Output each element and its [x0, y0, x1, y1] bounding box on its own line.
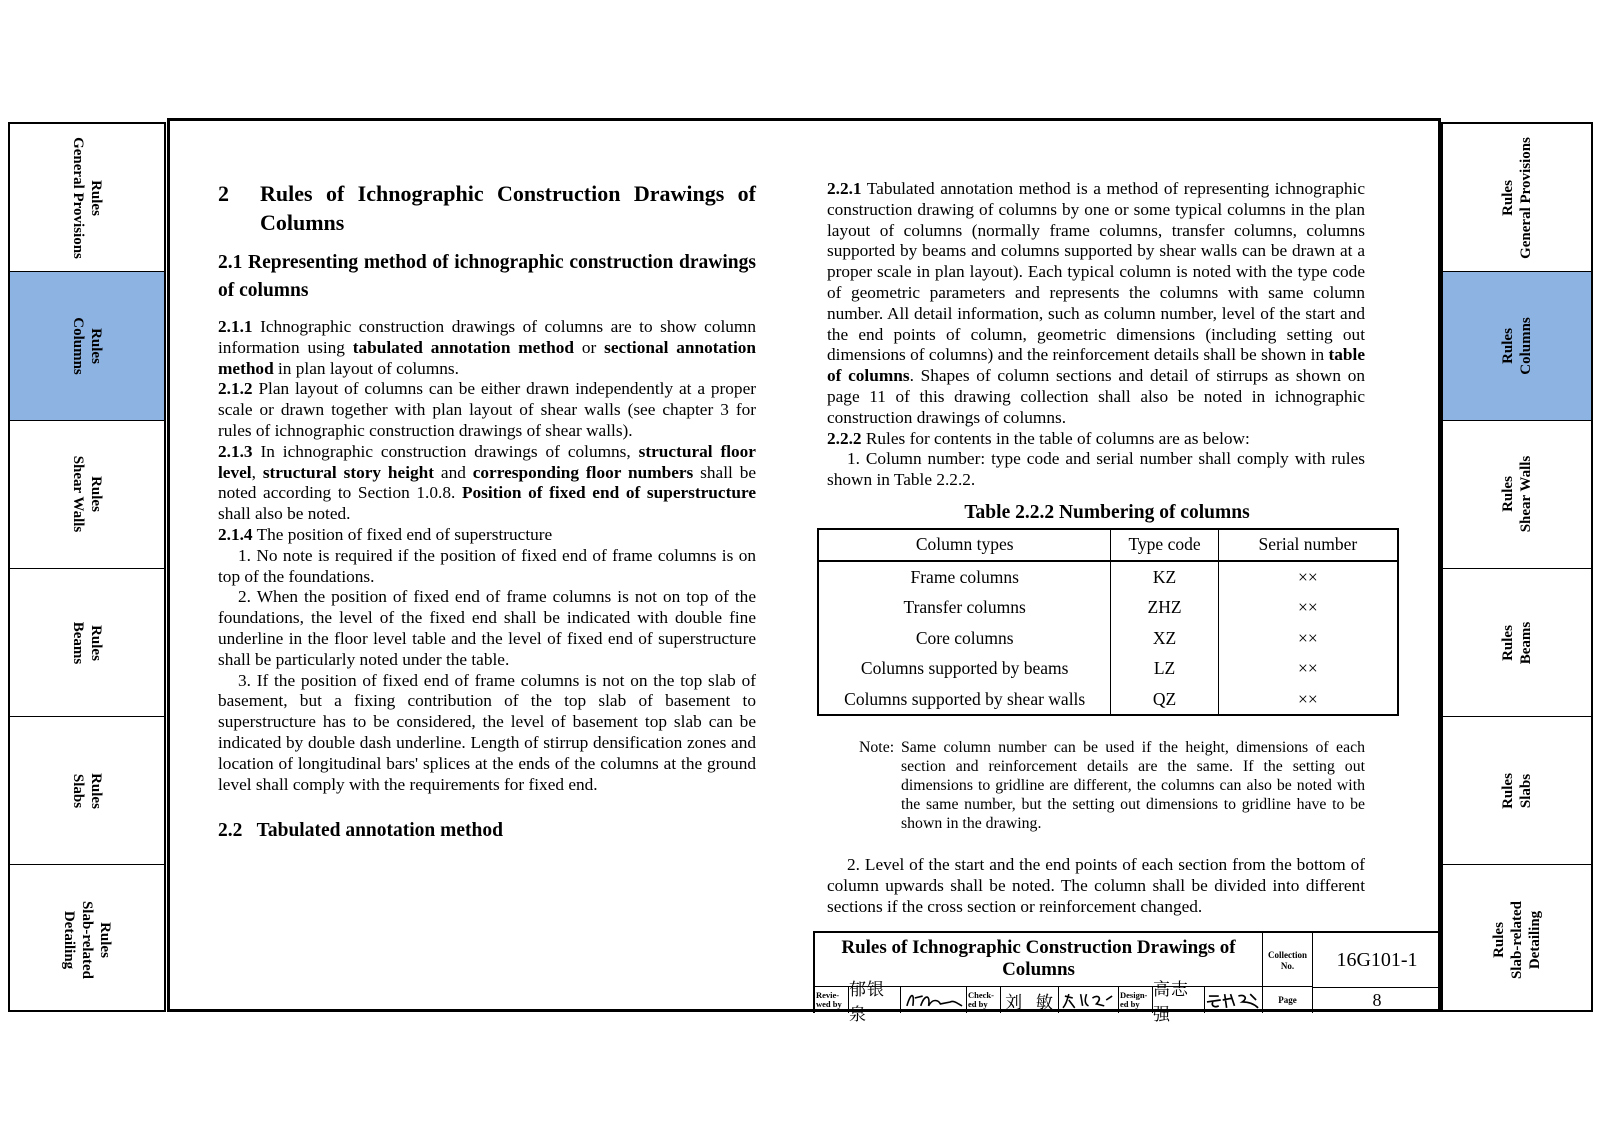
- bold-term: corresponding floor numbers: [472, 462, 694, 482]
- cell-serial-number: ××: [1218, 653, 1398, 684]
- chapter-title: Rules of Ichnographic Construction Drawings of Columns: [260, 181, 756, 235]
- bold-term: structural floor level: [218, 441, 756, 482]
- clause-number: 2.2.2: [827, 428, 862, 448]
- tab-label: Beams: [1518, 621, 1534, 664]
- collection-number: 16G101-1: [1313, 933, 1441, 988]
- section-2-2-heading: 2.2 Tabulated annotation method: [218, 820, 503, 842]
- right-tab-beams[interactable]: [1443, 569, 1591, 717]
- label-line: Check-: [968, 990, 994, 1000]
- designed-by-label: [1119, 987, 1153, 1013]
- text: Tabulated annotation method is a method of representing ichnographic construction drawing of columns by one or some typical columns in the plan layout of columns (normally frame columns, transfer columns, columns supported by beams and columns supported by shear walls can be drawn at a proper scale in plan layout). Each typical column is noted with the type code of geometric parameters and represents the columns with same column number. All detail information, such as column number, level of the start and the end points of column, geometric dimensions (including setting out dimensions of columns) and the reinforcement details shall be shown in: [827, 179, 1365, 365]
- note-label: Note:: [859, 739, 895, 757]
- clause-number: 2.1.1: [218, 317, 253, 336]
- left-tab-general-provisions[interactable]: [10, 124, 164, 272]
- left-tab-beams[interactable]: [10, 569, 164, 717]
- collection-label-line: Collection: [1268, 950, 1307, 960]
- tab-label: Rules: [88, 772, 104, 809]
- chapter-heading: [218, 179, 756, 237]
- list-item: 2. Level of the start and the end points of each section from the bottom of column upwards shall be noted. The column shall be divided into different sections if the cross section or reinforcement changed.: [827, 855, 1365, 916]
- header-serial-number: Serial number: [1218, 529, 1398, 561]
- chapter-number: 2: [218, 181, 229, 206]
- left-chapter-tabs: [8, 122, 166, 1012]
- right-tab-columns[interactable]: [1443, 272, 1591, 420]
- text: shall also be noted.: [218, 504, 351, 524]
- checker-signature: [1059, 987, 1119, 1013]
- cell-type-code: XZ: [1111, 623, 1218, 654]
- text: The position of fixed end of superstructure: [252, 524, 553, 544]
- table-row: [818, 653, 1398, 684]
- tab-label: General Provisions: [70, 136, 86, 259]
- title-block-title: Rules of Ichnographic Construction Drawings of Columns: [815, 933, 1263, 987]
- tab-label: Shear Walls: [70, 455, 86, 533]
- header-column-types: Column types: [818, 529, 1111, 561]
- text: Ichnographic construction drawings of columns are to show column information using: [218, 317, 756, 357]
- paragraph-2-1-3: [218, 442, 756, 525]
- table-row: [818, 684, 1398, 716]
- tab-label: Beams: [70, 621, 86, 664]
- label-line: Design-: [1120, 990, 1148, 1000]
- text: shall be noted according to Section 1.0.8.: [218, 462, 757, 503]
- tab-label: Rules: [1500, 476, 1516, 513]
- tab-label: Slab-related: [1509, 900, 1525, 979]
- cell-type-code: LZ: [1111, 653, 1218, 684]
- tab-label: Slab-related: [79, 900, 95, 979]
- reviewer-name: 郁银泉: [849, 987, 901, 1013]
- signature-mark: [1205, 988, 1262, 1012]
- cell-column-type: Transfer columns: [903, 597, 1026, 618]
- cell-column-type: Frame columns: [910, 566, 1019, 587]
- left-text-column: [218, 179, 756, 845]
- table-row: [818, 561, 1398, 593]
- right-tab-slabs[interactable]: [1443, 717, 1591, 865]
- right-tab-slab-related-detailing[interactable]: [1443, 865, 1591, 1013]
- collection-label-line: No.: [1280, 961, 1295, 971]
- clause-number: 2.1.3: [218, 441, 253, 461]
- right-tab-shear-walls[interactable]: [1443, 421, 1591, 569]
- cell-column-type: Columns supported by beams: [860, 658, 1069, 679]
- column-numbering-table: [817, 528, 1399, 717]
- right-text-column: [827, 179, 1365, 918]
- reviewer-signature: [901, 987, 967, 1013]
- note-text: Same column number can be used if the height, dimensions of each section and reinforcement details are the same. If the setting out dimensions to gridline are different, the columns can also be noted with the same number, but the setting out dimensions to gridline have to be shown in the drawing.: [901, 739, 1365, 833]
- cell-type-code: QZ: [1111, 684, 1218, 716]
- table-header-row: [818, 529, 1398, 561]
- cell-type-code: ZHZ: [1111, 592, 1218, 623]
- text: ,: [251, 462, 263, 482]
- section-2-1-heading: 2.1 Representing method of ichnographic construction drawings of columns: [218, 252, 756, 301]
- tab-label: Slabs: [1518, 773, 1534, 808]
- left-tab-shear-walls[interactable]: [10, 421, 164, 569]
- bold-term: sectional annotation method: [218, 337, 756, 378]
- text: In ichnographic construction drawings of columns,: [252, 441, 639, 461]
- left-tab-slab-related-detailing[interactable]: [10, 865, 164, 1013]
- right-tab-general-provisions[interactable]: [1443, 124, 1591, 272]
- tab-label: Rules: [1491, 921, 1507, 958]
- table-row: [818, 592, 1398, 623]
- page-label: Page: [1263, 987, 1313, 1013]
- list-item: 2. When the position of fixed end of frame columns is not on top of the foundations, the level of the fixed end shall be indicated with double fine underline in the floor level table and the level of fixed end of superstructure shall be particularly noted under the table.: [218, 587, 756, 669]
- text: . Shapes of column sections and detail of stirrups as shown on page 11 of this drawing collection shall also be noted in ichnographic construction drawings of columns.: [827, 366, 1366, 427]
- label-line: ed by: [1120, 999, 1140, 1009]
- tab-label: Columns: [1518, 317, 1534, 375]
- header-type-code: Type code: [1111, 529, 1218, 561]
- signature-row: [815, 980, 1441, 1025]
- label-line: wed by: [816, 999, 842, 1009]
- text: in plan layout of columns.: [273, 358, 459, 378]
- left-tab-slabs[interactable]: [10, 717, 164, 865]
- cell-type-code: KZ: [1111, 561, 1218, 593]
- title-block: [813, 931, 1441, 1025]
- paragraph-2-1-2: [218, 379, 756, 441]
- tab-label: Rules: [1500, 772, 1516, 809]
- cell-serial-number: ××: [1218, 592, 1398, 623]
- tab-label: Rules: [97, 921, 113, 958]
- tab-label: Slabs: [70, 773, 86, 808]
- list-item: 1. No note is required if the position of fixed end of frame columns is on top of the foundations.: [218, 545, 756, 586]
- designer-name: 高志强: [1153, 987, 1205, 1013]
- label-line: ed by: [968, 999, 988, 1009]
- tab-label: General Provisions: [1518, 136, 1534, 259]
- drawing-sheet: [167, 118, 1441, 1025]
- cell-serial-number: ××: [1218, 561, 1398, 593]
- signature-mark: [901, 988, 966, 1012]
- tab-label: Detailing: [1527, 910, 1543, 969]
- text: or: [573, 337, 605, 357]
- cell-column-type: Columns supported by shear walls: [844, 688, 1086, 709]
- clause-number: 2.1.2: [218, 379, 253, 399]
- list-item: 3. If the position of fixed end of frame columns is not on the top slab of basement, but a fixing contribution of the top slab of basement to superstructure has to be considered, the level of basement top slab can be indicated by double dash underline. Length of stirrup densification zones and location of longitudinal bars' splices at the ends of the columns at the ground level shall comply with the requirements for fixed end.: [218, 670, 756, 794]
- table-row: [818, 623, 1398, 654]
- left-tab-columns[interactable]: [10, 272, 164, 420]
- checker-name: 刘 敏: [1001, 987, 1059, 1013]
- text: Rules for contents in the table of columns are as below:: [861, 428, 1250, 448]
- collection-label: [1263, 933, 1313, 987]
- table-note: [859, 738, 1365, 833]
- text: and: [434, 462, 473, 482]
- cell-column-type: Core columns: [915, 627, 1014, 648]
- tab-label: Rules: [88, 476, 104, 513]
- clause-number: 2.1.4: [218, 524, 253, 544]
- clause-number: 2.2.1: [827, 179, 862, 198]
- tab-label: Columns: [70, 317, 86, 375]
- reviewed-by-label: [815, 987, 849, 1013]
- cell-serial-number: ××: [1218, 623, 1398, 654]
- tab-label: Rules: [1500, 328, 1516, 364]
- bold-term: Position of fixed end of superstructure: [461, 483, 756, 503]
- paragraph-2-2-1: [827, 179, 1365, 429]
- bold-term: tabulated annotation method: [352, 337, 574, 357]
- designer-signature: [1205, 987, 1263, 1013]
- label-line: Revie-: [816, 990, 840, 1000]
- paragraph-2-1-1: [218, 317, 756, 379]
- tab-label: Rules: [1500, 624, 1516, 661]
- tab-label: Rules: [88, 624, 104, 661]
- paragraph-2-1-4: [218, 525, 756, 546]
- signature-mark: [1059, 988, 1118, 1012]
- bold-term: structural story height: [262, 462, 435, 482]
- table-title: Table 2.2.2 Numbering of columns: [964, 501, 1250, 523]
- tab-label: Rules: [88, 328, 104, 364]
- right-chapter-tabs: [1441, 122, 1593, 1012]
- checked-by-label: [967, 987, 1001, 1013]
- page-number: 8: [1372, 989, 1382, 1010]
- tab-label: Rules: [88, 179, 104, 216]
- tab-label: Rules: [1500, 179, 1516, 216]
- bold-term: table of columns: [827, 345, 1365, 386]
- cell-serial-number: ××: [1218, 684, 1398, 716]
- tab-label: Detailing: [61, 910, 77, 969]
- tab-label: Shear Walls: [1518, 455, 1534, 533]
- paragraph-2-2-2: [827, 429, 1365, 450]
- list-item: 1. Column number: type code and serial number shall comply with rules shown in Table 2.2.2.: [827, 449, 1365, 490]
- text: Plan layout of columns can be either drawn independently at a proper scale or drawn together with plan layout of shear walls (see chapter 3 for rules of ichnographic construction drawings of shear walls).: [218, 379, 756, 440]
